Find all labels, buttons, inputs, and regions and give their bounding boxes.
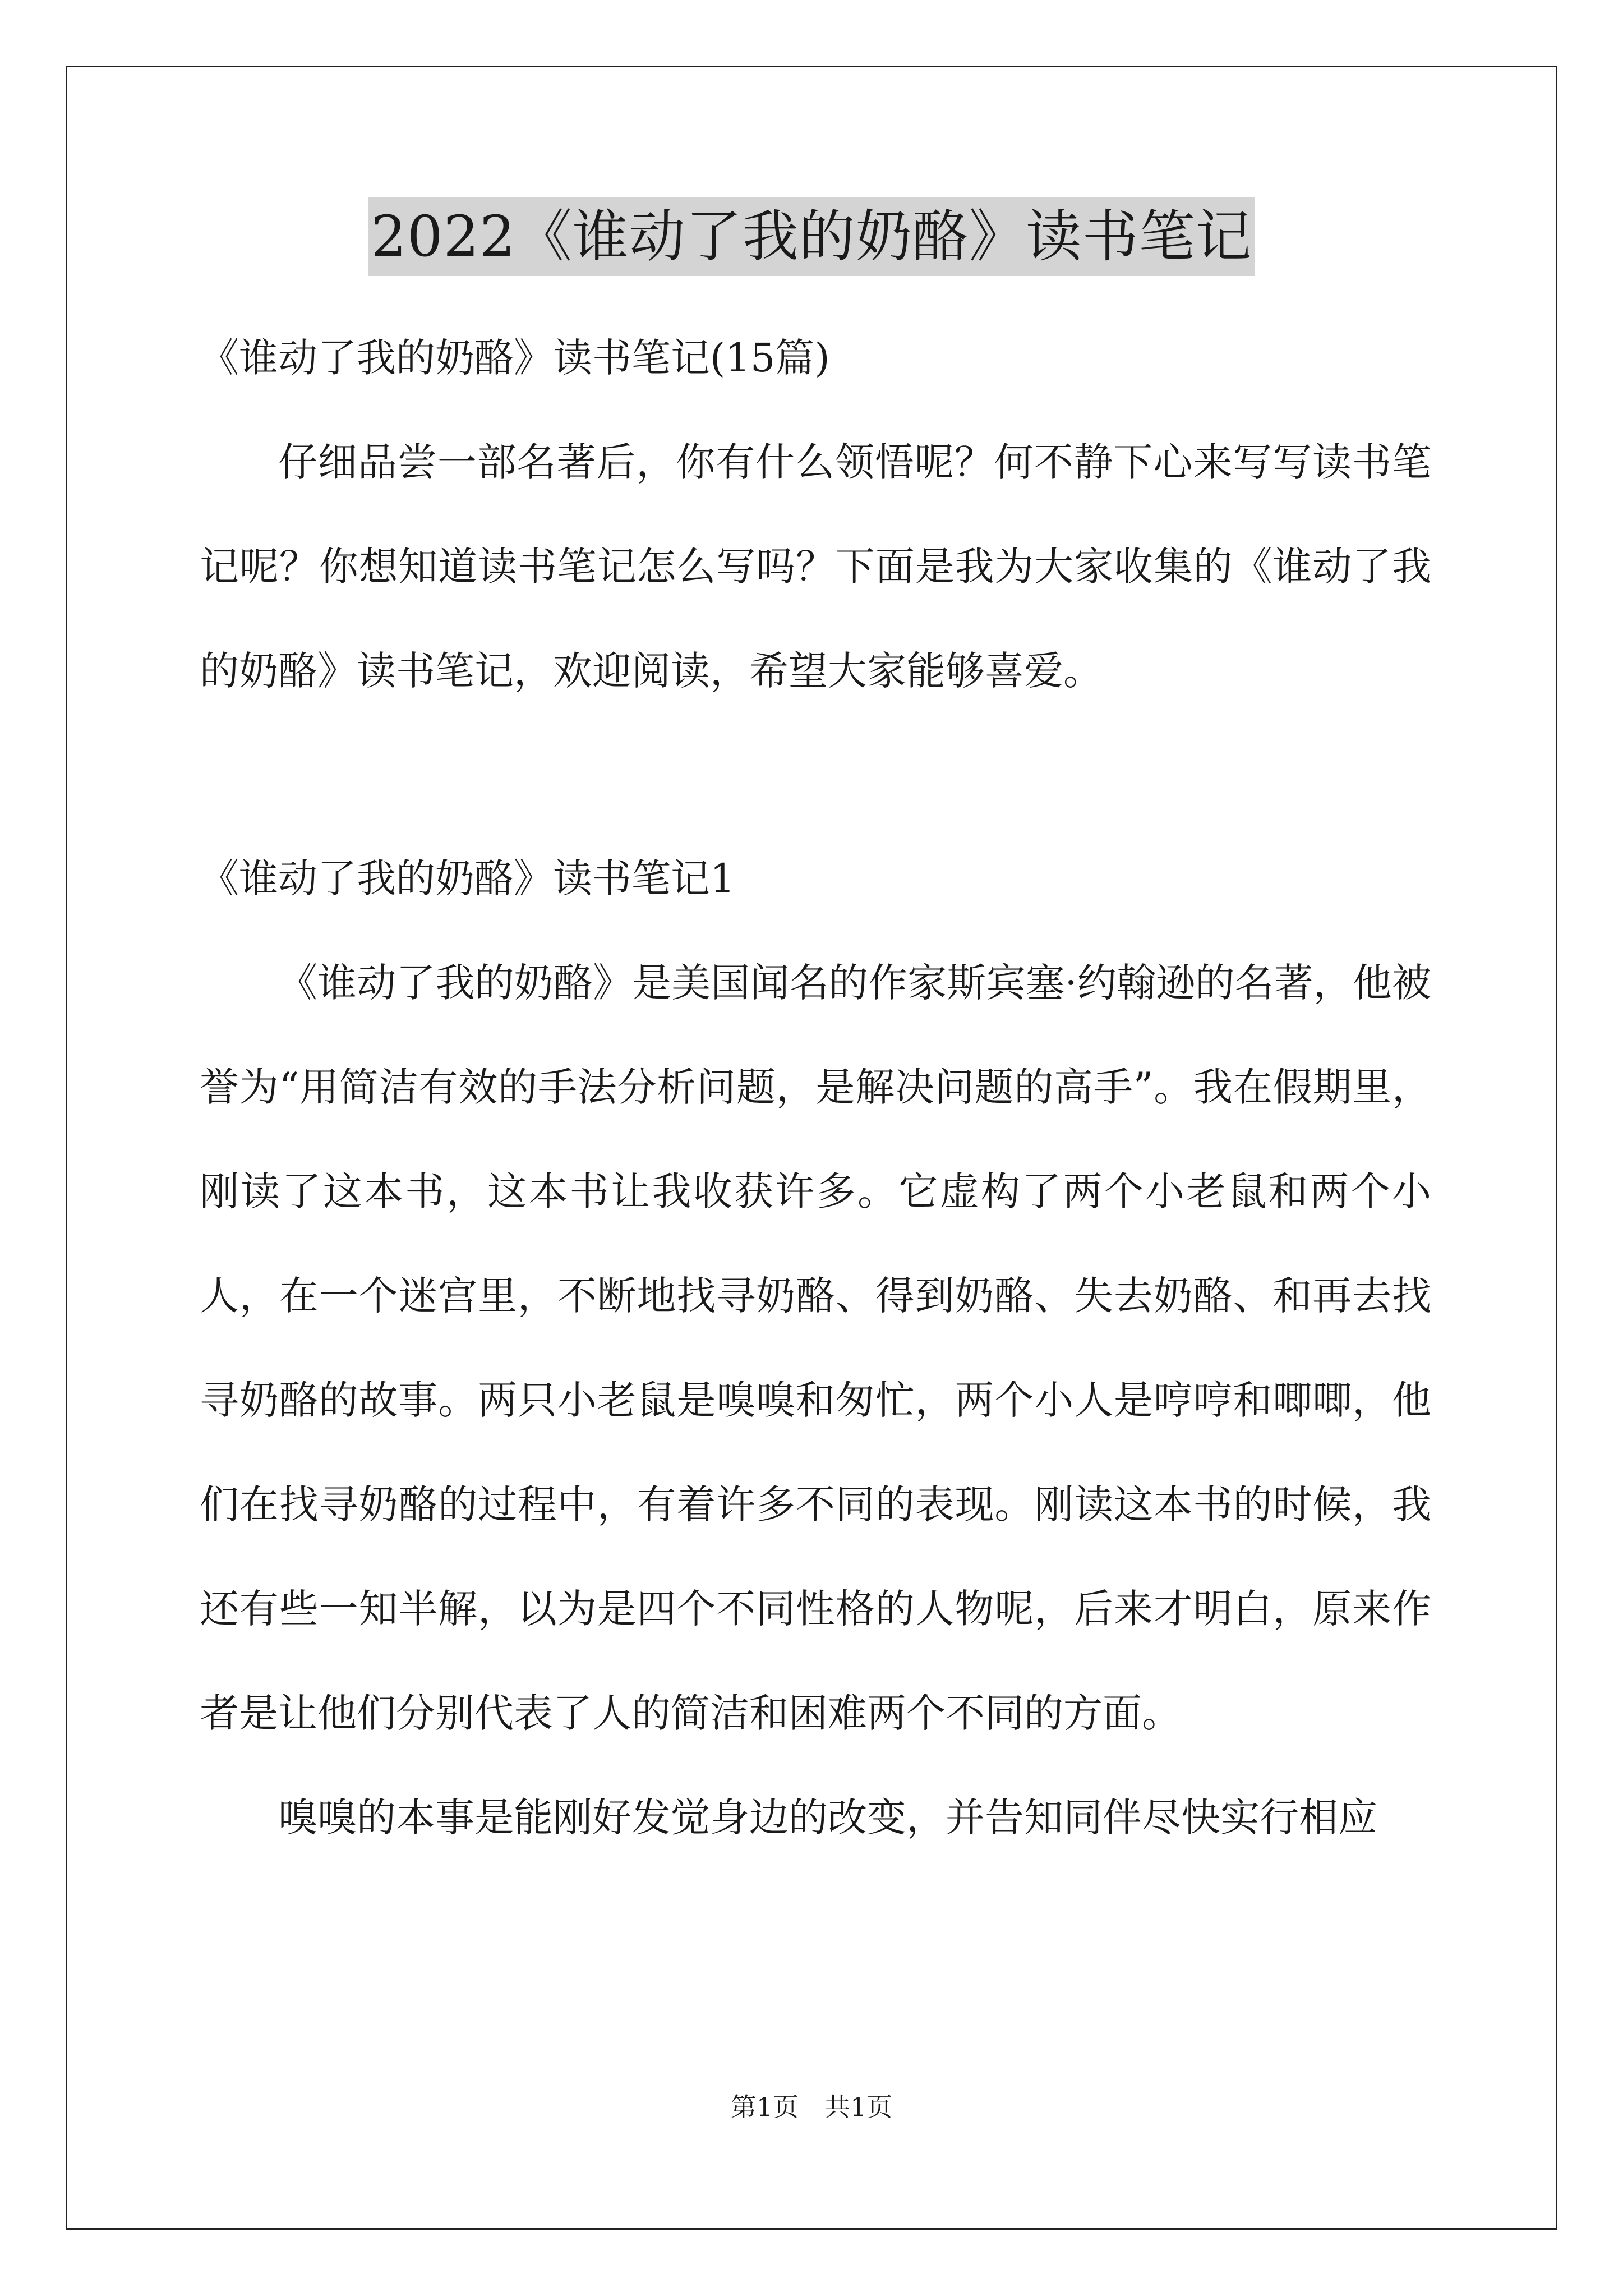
section-heading: 《谁动了我的奶酪》读书笔记1	[200, 855, 735, 901]
title-container	[0, 197, 1623, 276]
document-title: 2022《谁动了我的奶酪》读书笔记	[368, 197, 1255, 276]
page-number-footer: 第1页 共1页	[730, 2092, 893, 2122]
document-body	[200, 306, 1431, 1870]
document-subtitle: 《谁动了我的奶酪》读书笔记(15篇)	[200, 335, 830, 381]
body-paragraph: 《谁动了我的奶酪》是美国闻名的作家斯宾塞·约翰逊的名著，他被誉为“用简洁有效的手法分析问题，是解决问题的高手”。我在假期里，刚读了这本书，这本书让我收获许多。它虚构了两个小老鼠和两个小人，在一个迷宫里，不断地找寻奶酪、得到奶酪、失去奶酪、和再去找寻奶酪的故事。两只小老鼠是嗅嗅和匆忙，两个小人是哼哼和唧唧，他们在找寻奶酪的过程中，有着许多不同的表现。刚读这本书的时候，我还有些一知半解，以为是四个不同性格的人物呢，后来才明白，原来作者是让他们分别代表了人的简洁和困难两个不同的方面。	[200, 960, 1431, 1736]
intro-paragraph: 仔细品尝一部名著后，你有什么领悟呢？何不静下心来写写读书笔记呢？你想知道读书笔记怎么写吗？下面是我为大家收集的《谁动了我的奶酪》读书笔记，欢迎阅读，希望大家能够喜爱。	[200, 439, 1431, 694]
body-paragraph: 嗅嗅的本事是能刚好发觉身边的改变，并告知同伴尽快实行相应	[278, 1795, 1377, 1841]
section-spacer	[200, 723, 1431, 826]
